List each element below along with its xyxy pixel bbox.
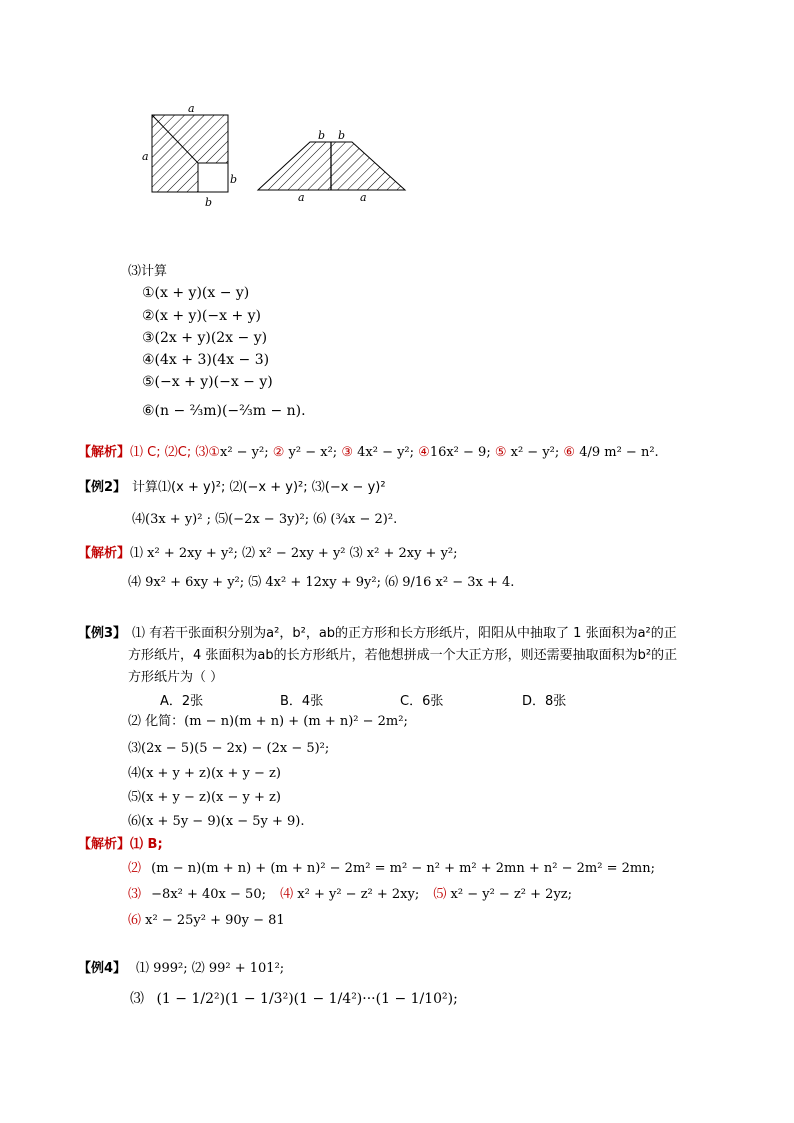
example-4-num-3: ⑶ (130, 991, 144, 1007)
answer-3-num-2: ⑵ (128, 861, 142, 876)
answer-2-line-1 (78, 545, 458, 563)
example-label: 【例2】 (78, 480, 127, 495)
square-figure (142, 102, 237, 209)
example-3-q5: ⑸(x + y − z)(x − y + z) (128, 790, 281, 805)
answer-3-a4: x² + y² − z² + 2xy; (297, 887, 420, 902)
example-3-line-1 (78, 625, 677, 643)
part3-item-3: ③(2x + y)(2x − y) (142, 330, 268, 346)
answer-3-a5: x² − y² − z² + 2yz; (450, 887, 573, 902)
geometry-figure (130, 100, 420, 210)
answer-3-num-5: ⑸ (433, 887, 447, 902)
label-sq-top: a (188, 102, 195, 115)
example-3-q6: ⑹(x + 5y − 9)(x − 5y + 9). (128, 814, 305, 829)
part3-heading: ⑶计算 (128, 264, 168, 279)
answer-3-a2: (m − n)(m + n) + (m + n)² − 2m² = m² − n² + m² + 2mn + n² − 2m² = 2mn; (151, 861, 655, 876)
part3-item-5: ⑤(−x + y)(−x − y) (142, 374, 273, 390)
answer-3-line-4 (128, 912, 285, 930)
example-2-line-2: ⑷(3x + y)² ; ⑸(−2x − 3y)²; ⑹ (¾x − 2)². (132, 512, 398, 527)
example-3-q3: ⑶(2x − 5)(5 − 2x) − (2x − 5)²; (128, 741, 330, 756)
part3-item-1: ①(x + y)(x − y) (142, 285, 250, 301)
trapezoid-figure (258, 129, 405, 204)
answer-1-prefix: ⑴ C; ⑵C; ⑶① (130, 445, 220, 460)
example-3-q1-line-1: ⑴ 有若干张面积分别为a²，b²，ab的正方形和长方形纸片，阳阳从中抽取了 1 张面积为a²的正 (132, 626, 677, 641)
example-2-line-1 (78, 479, 386, 497)
answer-1-text: x² − y²; ② y² − x²; ③ 4x² − y²; ④16x² − 9; ⑤ x² − y²; ⑥ 4/9 m² − n². (219, 445, 659, 460)
example-4-line-2 (130, 990, 458, 1008)
answer-label: 【解析】 (78, 546, 131, 561)
example-3-q1-line-3: 方形纸片为（ ） (128, 670, 224, 685)
example-4-text-2: (1 − 1/2²)(1 − 1/3²)(1 − 1/4²)···(1 − 1/10²); (156, 991, 458, 1007)
example-3-q2: ⑵ 化简：(m − n)(m + n) + (m + n)² − 2m²; (128, 714, 408, 729)
example-4-line-1 (78, 960, 284, 978)
example-3-q1-line-2: 方形纸片，4 张面积为ab的长方形纸片，若他想拼成一个大正方形，则还需要抽取面积为b²的正 (128, 648, 678, 663)
label-sq-left: a (142, 150, 149, 163)
example-2-text-1: 计算⑴(x + y)²; ⑵(−x + y)²; ⑶(−x − y)² (132, 480, 386, 495)
example-label: 【例4】 (78, 961, 127, 976)
label-tr-b2: b (338, 129, 346, 142)
answer-3-line-1 (78, 836, 163, 854)
choice-c: C．6张 (400, 694, 444, 709)
part3-item-6: ⑥(n − ⅔m)(−⅔m − n). (142, 403, 306, 419)
answer-2-line-2: ⑷ 9x² + 6xy + y²; ⑸ 4x² + 12xy + 9y²; ⑹ 9/16 x² − 3x + 4. (128, 575, 515, 590)
choice-d: D．8张 (522, 694, 567, 709)
answer-3-num-4: ⑷ (280, 887, 294, 902)
example-4-text-1: ⑴ 999²; ⑵ 99² + 101²; (136, 961, 285, 976)
answer-3-num-6: ⑹ (128, 913, 142, 928)
label-sq-right: b (230, 173, 238, 186)
label-tr-a1: a (298, 191, 305, 204)
part3-item-4: ④(4x + 3)(4x − 3) (142, 352, 270, 368)
answer-3-line-2 (128, 860, 655, 878)
label-tr-b1: b (318, 129, 326, 142)
answer-label: 【解析】 (78, 837, 131, 852)
label-tr-a2: a (360, 191, 367, 204)
choice-a: A．2张 (160, 694, 204, 709)
example-3-q4: ⑷(x + y + z)(x + y − z) (128, 766, 281, 781)
answer-label: 【解析】 (78, 445, 131, 460)
part3-item-2: ②(x + y)(−x + y) (142, 308, 261, 324)
choice-b: B．4张 (280, 694, 324, 709)
answer-3-a1: ⑴ B; (130, 837, 163, 852)
answer-2-text-1: ⑴ x² + 2xy + y²; ⑵ x² − 2xy + y² ⑶ x² + 2xy + y²; (130, 546, 458, 561)
answer-3-num-3: ⑶ (128, 887, 142, 902)
answer-3-line-3 (128, 886, 572, 904)
answer-3-a6: x² − 25y² + 90y − 81 (145, 913, 285, 928)
label-sq-bottom: b (205, 196, 213, 209)
answer-1 (78, 444, 659, 462)
example-label: 【例3】 (78, 626, 127, 641)
answer-3-a3: −8x² + 40x − 50; (151, 887, 266, 902)
